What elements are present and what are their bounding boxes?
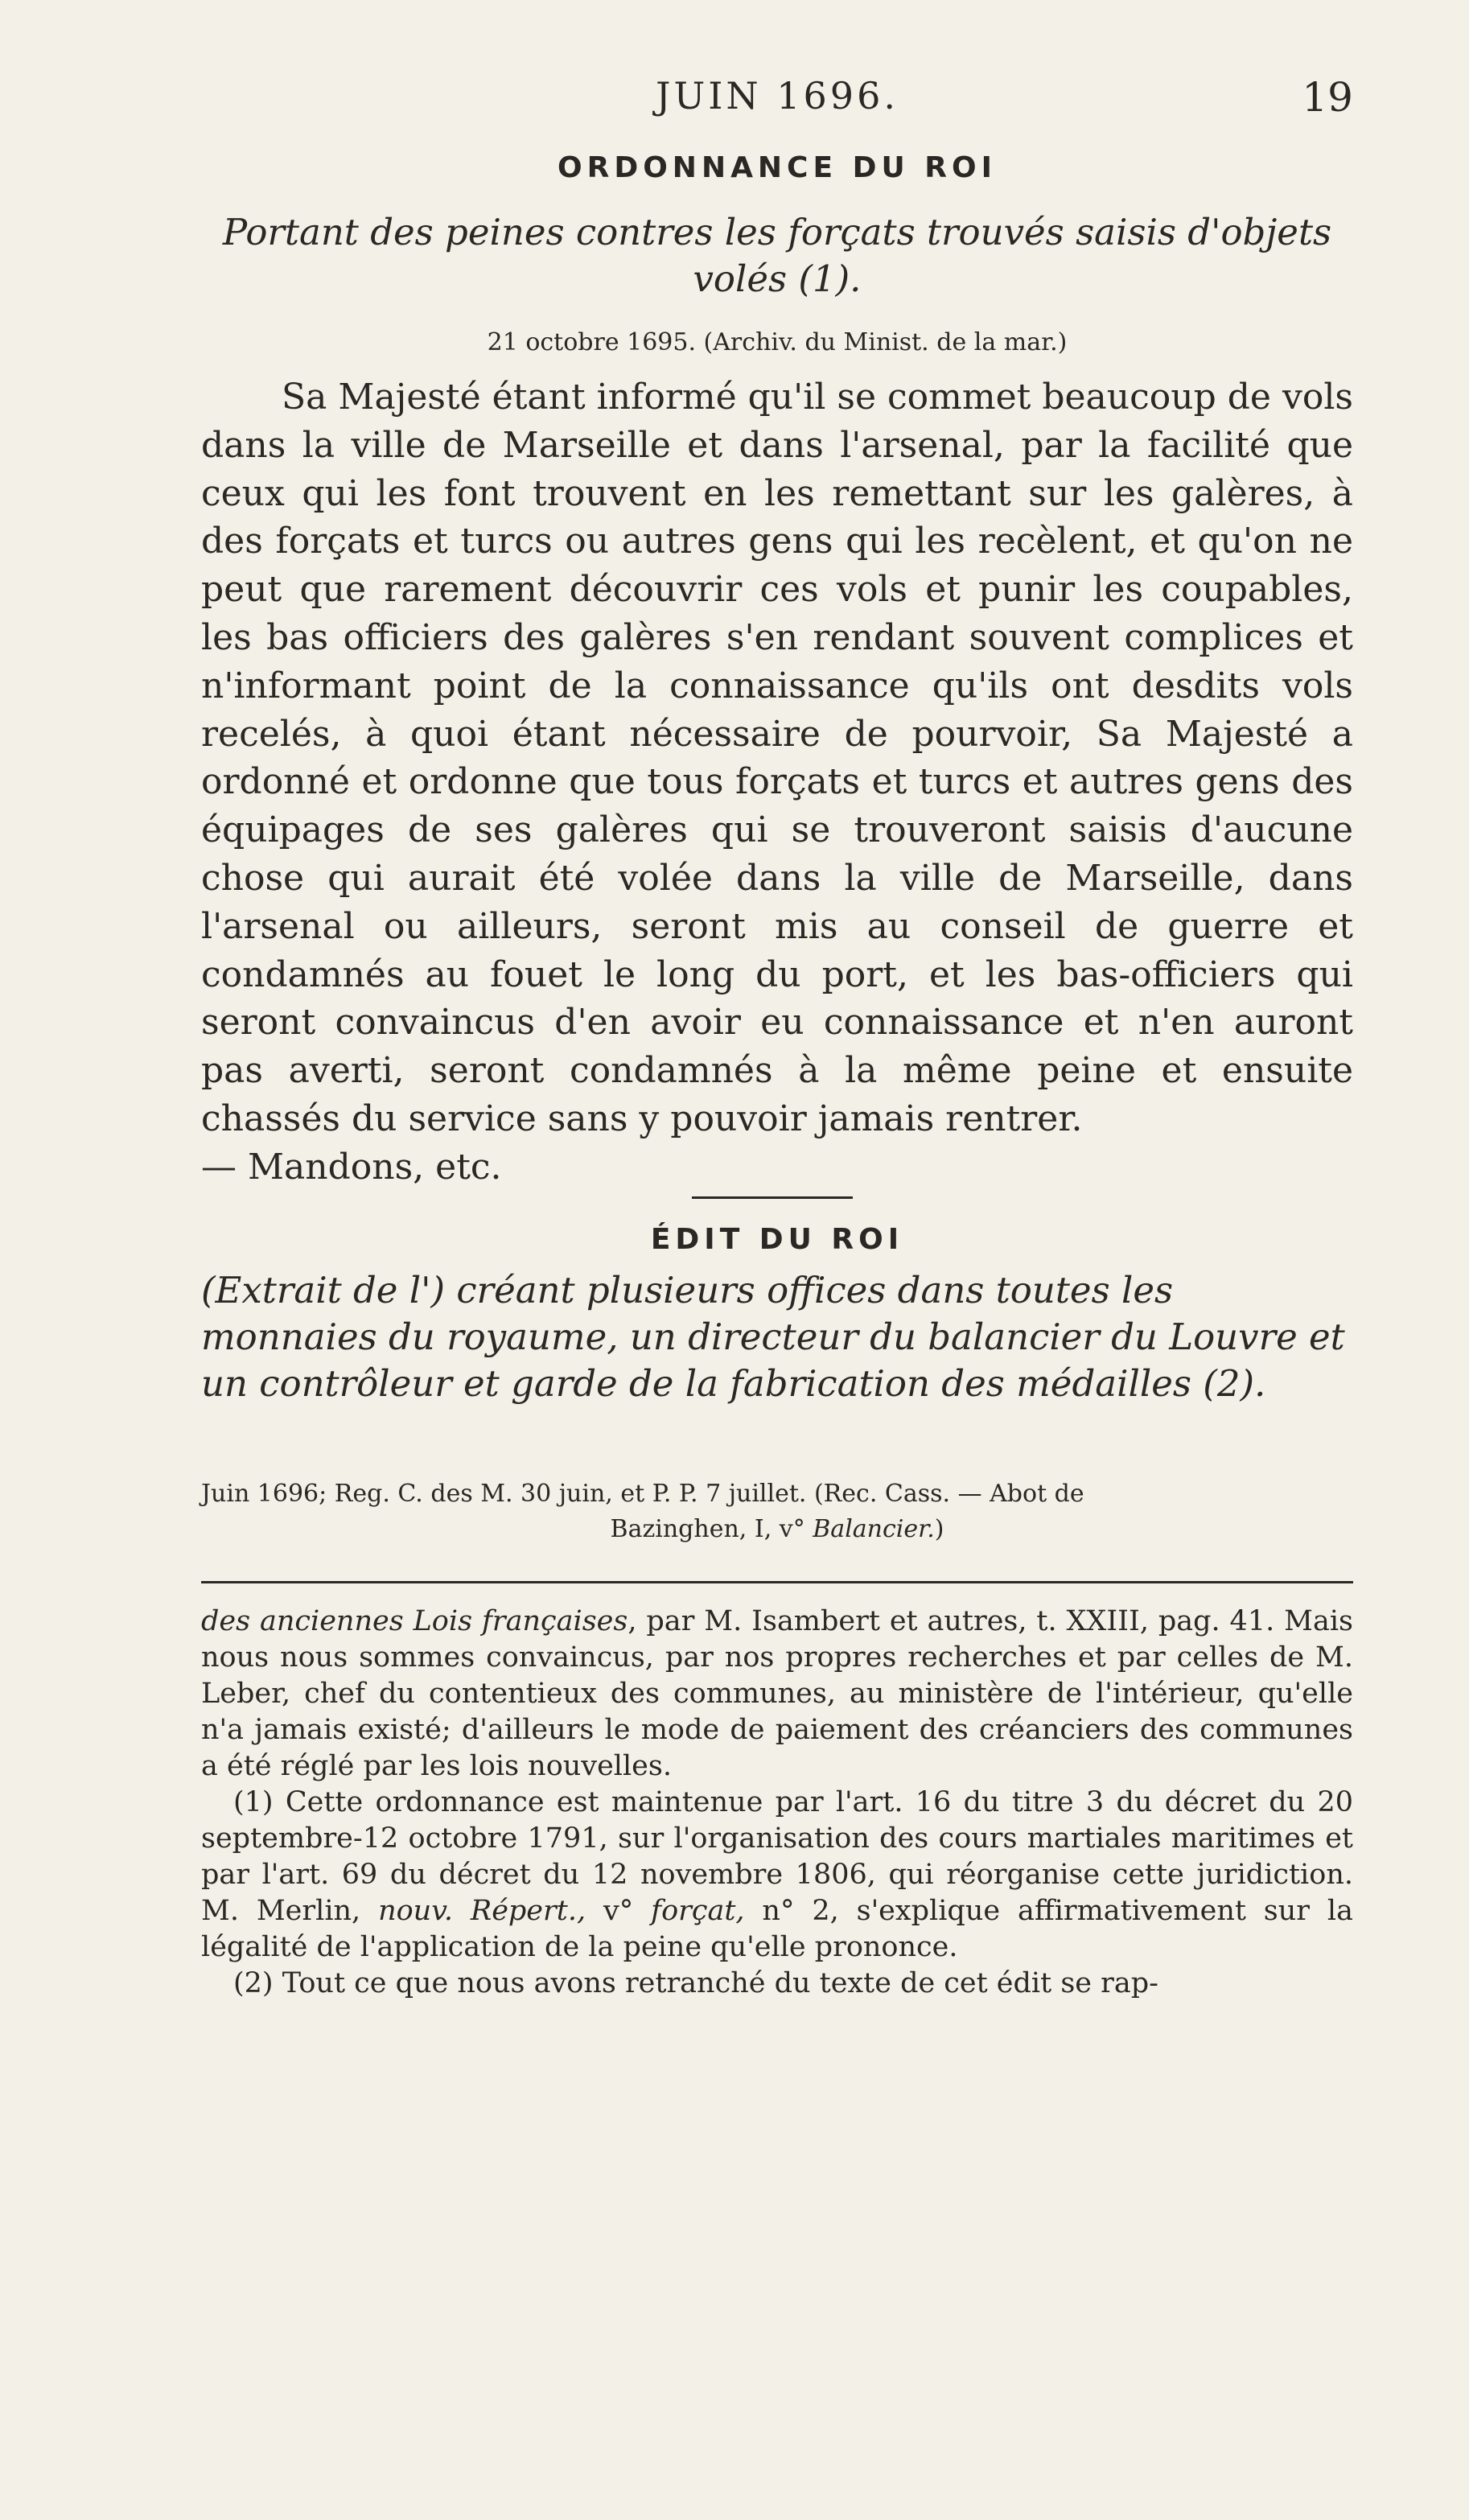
footnote-continuation: des anciennes Lois françaises, par M. Isambert et autres, t. XXIII, pag. 41. Mais nous nous sommes convaincus, par nos propres recherches et par celles de M. Leber, chef du contentieux des communes, au ministère de l'intérieur, qu'elle n'a jamais existé; d'ailleurs le mode de paiement des créanciers des communes a été réglé par les lois nouvelles. <box>201 1605 1353 1782</box>
footnote-2: (2) Tout ce que nous avons retranché du texte de cet édit se rap- <box>233 1967 1158 1999</box>
footnote-rule <box>201 1581 1353 1583</box>
edit-date-line <box>201 1476 1353 1547</box>
edit-subtitle: (Extrait de l') créant plusieurs offices dans toutes les monnaies du royaume, un directeur du balancier du Louvre et un contrôleur et garde de la fabrication des médailles (2). <box>201 1269 1345 1405</box>
footnote-1: (1) Cette ordonnance est maintenue par l'art. 16 du titre 3 du décret du 20 septembre-12 octobre 1791, sur l'organisation des cours martiales maritimes et par l'art. 69 du décret du 12 novembre 1806, qui réorganise cette juridiction. M. Merlin, nouv. Répert., v° forçat, n° 2, s'explique affirmativement sur la légalité de l'application de la peine qu'elle prononce. <box>201 1786 1353 1963</box>
ordonnance-subtitle: Portant des peines contres les forçats trouvés saisis d'objets volés (1). <box>222 211 1332 300</box>
ordonnance-body <box>201 373 1353 1192</box>
section-divider <box>692 1196 853 1199</box>
running-head <box>201 74 1353 138</box>
edit-date-line-1: Juin 1696; Reg. C. des M. 30 juin, et P. P. 7 juillet. (Rec. Cass. — Abot de <box>201 1480 1084 1508</box>
ordonnance-heading: ORDONNANCE DU ROI <box>558 151 997 184</box>
running-head-title: JUIN 1696. <box>656 74 899 117</box>
footnotes <box>201 1604 1353 2002</box>
edit-date-line-2: Bazinghen, I, v° Balancier.) <box>610 1515 944 1543</box>
ordonnance-date-line: 21 octobre 1695. (Archiv. du Minist. de la mar.) <box>487 328 1068 356</box>
page-number: 19 <box>1302 74 1353 121</box>
edit-heading: ÉDIT DU ROI <box>650 1223 904 1256</box>
ordonnance-closing: — Mandons, etc. <box>201 1146 502 1188</box>
ordonnance-body-text: Sa Majesté étant informé qu'il se commet beaucoup de vols dans la ville de Marseille et dans l'arsenal, par la facilité que ceux qui les font trouvent en les remettant sur les galères, à des forçats et turcs ou autres gens qui les recèlent, et qu'on ne peut que rarement découvrir ces vols et punir les coupables, les bas officiers des galères s'en rendant souvent complices et n'informant point de la connaissance qu'ils ont desdits vols recelés, à quoi étant nécessaire de pourvoir, Sa Majesté a ordonné et ordonne que tous forçats et turcs et autres gens des équipages de ses galères qui se trouveront saisis d'aucune chose qui aurait été volée dans la ville de Marseille, dans l'arsenal ou ailleurs, seront mis au conseil de guerre et condamnés au fouet le long du port, et les bas-officiers qui seront convaincus d'en avoir eu connaissance et n'en auront pas averti, seront condamnés à la même peine et ensuite chassés du service sans y pouvoir jamais rentrer. <box>201 377 1353 1139</box>
